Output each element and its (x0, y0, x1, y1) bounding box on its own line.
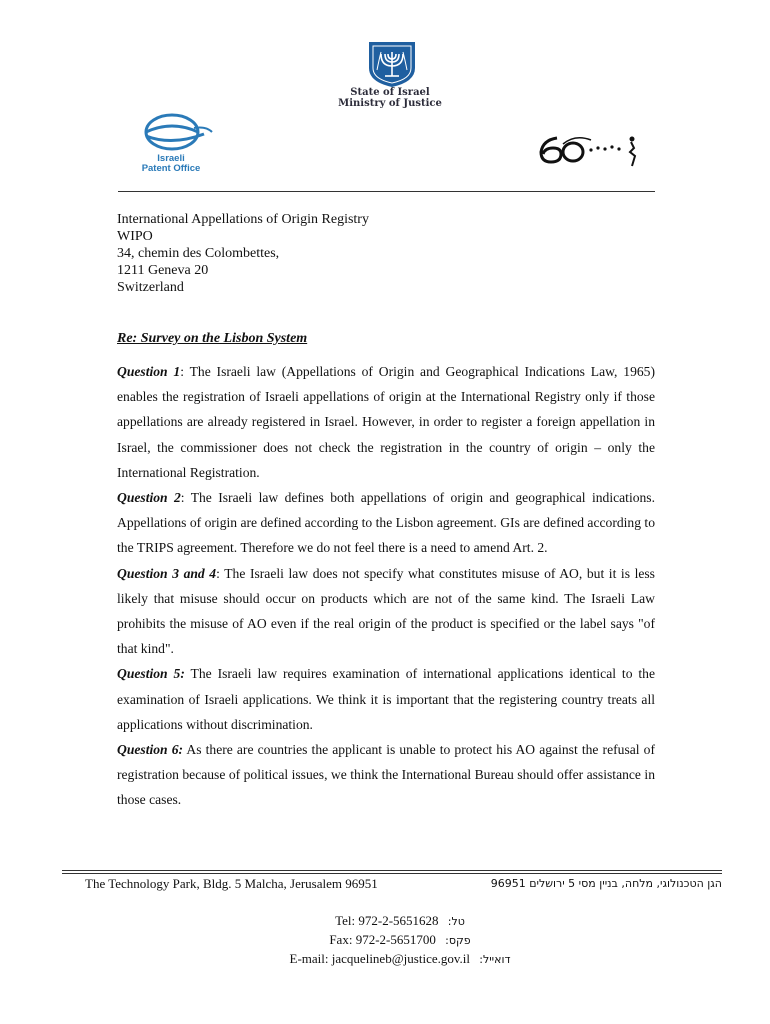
footer-divider (62, 870, 722, 871)
question-text: : The Israeli law does not specify what constitutes misuse of AO, but it is less likely that misuse should occur on products which are not of the same kind. The Israeli Law prohibits the misuse of AO even if the real origin of the product is specified or the label says "of that kind". (117, 565, 655, 657)
question-paragraph (117, 737, 655, 813)
fax-label: Fax: (329, 932, 353, 947)
state-emblem-icon (357, 40, 427, 88)
fax-value: 972-2-5651700 (355, 932, 436, 947)
footer-address-hebrew: הגן הטכנולוגי, מלחה, בניין מסי 5 ירושלים 96951 (490, 877, 722, 890)
footer-address-english: The Technology Park, Bldg. 5 Malcha, Jerusalem 96951 (85, 876, 378, 891)
tel-label: Tel: (335, 913, 356, 928)
tel-value: 972-2-5651628 (358, 913, 439, 928)
recipient-line-3: 34, chemin des Colombettes, (117, 246, 280, 261)
question-label: Question 6: (117, 742, 184, 758)
question-text: As there are countries the applicant is unable to protect his AO against the refusal of registration because of political issues, we think the International Bureau should offer assistance in those cases. (117, 742, 655, 808)
ministry-line-2: Ministry of Justice (338, 98, 442, 109)
question-paragraph (117, 359, 655, 485)
email-value[interactable]: jacquelineb@justice.gov.il (331, 951, 470, 966)
patent-office-caption (128, 154, 214, 174)
tel-label-hebrew: טל: (447, 915, 465, 928)
contact-email (250, 950, 550, 969)
sixty-years-logo-icon (535, 128, 645, 172)
header-divider (118, 191, 655, 192)
patent-office-line-1: Israeli (157, 153, 185, 164)
letter-body (117, 359, 655, 813)
subject-line: Re: Survey on the Lisbon System (117, 331, 308, 346)
patent-office-line-2: Patent Office (141, 163, 201, 174)
question-label: Question 1 (117, 364, 181, 379)
recipient-line-1: International Appellations of Origin Registry (117, 212, 369, 227)
email-label: E-mail: (289, 951, 329, 966)
question-label: Question 2 (117, 490, 181, 506)
question-text: The Israeli law requires examination of international applications identical to the examination of Israeli applications. We think it is important that the registering country treats all applications without discrimination. (117, 666, 656, 732)
ministry-line-1: State of Israel (350, 87, 430, 98)
question-label: Question 5: (117, 666, 185, 682)
fax-label-hebrew: פקס: (445, 934, 471, 947)
contact-block (250, 912, 550, 969)
recipient-line-2: WIPO (117, 229, 153, 244)
recipient-address (117, 211, 369, 296)
question-paragraph (117, 661, 655, 737)
question-label: Question 3 and 4 (117, 565, 217, 581)
recipient-line-5: Switzerland (117, 280, 184, 295)
contact-fax (250, 931, 550, 950)
question-paragraph (117, 561, 655, 662)
recipient-line-4: 1211 Geneva 20 (117, 263, 209, 278)
email-label-hebrew: דואייל: (479, 953, 511, 966)
question-paragraph (117, 485, 655, 561)
ministry-caption (320, 87, 460, 109)
contact-tel (250, 912, 550, 931)
question-text: : The Israeli law defines both appellations of origin and geographical indications. Appellations of origin are defined according to the Lisbon agreement. GIs are defined according to the TRIPS agreement. Therefore we do not feel there is a need to amend Art. 2. (117, 490, 656, 556)
footer-divider-second (62, 873, 722, 874)
question-text: : The Israeli law (Appellations of Origin and Geographical Indications Law, 1965) enables the registration of Israeli appellations of origin at the International Registry only if those appellations are already registered in Israel. However, in order to register a foreign appellation in Israel, the commissioner does not check the registration in the country of origin – only the International Registration. (117, 364, 655, 480)
